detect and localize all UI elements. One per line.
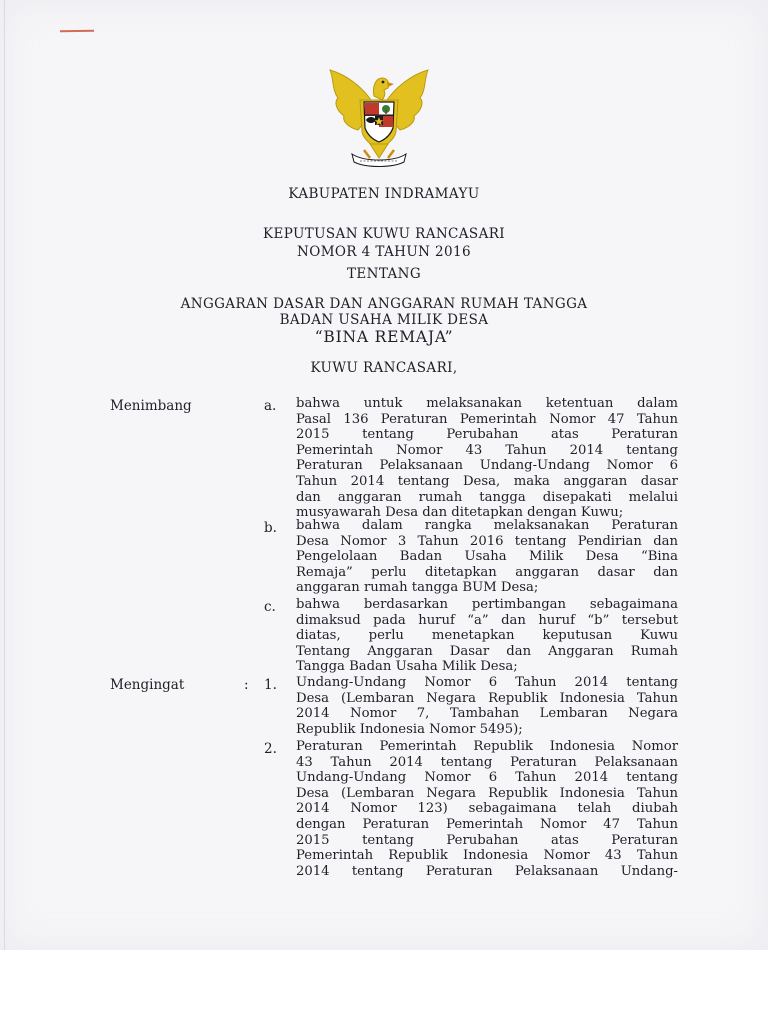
text-line: 2015 tentang Perubahan atas Peraturan	[296, 832, 678, 848]
remembering-label: Mengingat	[110, 677, 185, 693]
text-line: Undang-Undang Nomor 6 Tahun 2014 tentang	[296, 675, 678, 690]
text-line: Desa (Lembaran Negara Republik Indonesia Tahun	[296, 785, 678, 801]
text-line: Desa (Lembaran Negara Republik Indonesia Tahun	[296, 690, 678, 706]
considering-marker-b: b.	[264, 520, 277, 536]
remembering-marker-1: 1.	[264, 677, 277, 693]
text-line: musyawarah Desa dan ditetapkan dengan Kuwu;	[296, 505, 624, 521]
text-line: 43 Tahun 2014 tentang Peraturan Pelaksanaan	[296, 754, 678, 770]
text-line: Tentang Anggaran Dasar dan Anggaran Rumah	[296, 643, 678, 659]
text-line: 2014 Nomor 123) sebagaimana telah diubah	[296, 801, 678, 817]
considering-marker-a: a.	[264, 398, 277, 414]
regency-title: KABUPATEN INDRAMAYU	[288, 186, 480, 202]
text-line: 2014 tentang Peraturan Pelaksanaan Undang-	[296, 863, 678, 879]
text-line: dimaksud pada huruf “a” dan huruf “b” tersebut	[296, 612, 678, 628]
considering-paragraph-a	[296, 396, 678, 521]
text-line: Tahun 2014 tentang Desa, maka anggaran dasar	[296, 473, 678, 489]
text-line: bahwa untuk melaksanakan ketentuan dalam	[296, 396, 678, 411]
about-heading: TENTANG	[346, 266, 422, 282]
text-line: bahwa berdasarkan pertimbangan sebagaimana	[296, 597, 678, 612]
considering-paragraph-c	[296, 597, 678, 675]
remembering-marker-2: 2.	[264, 741, 277, 757]
text-line: Pasal 136 Peraturan Pemerintah Nomor 47 Tahun	[296, 411, 678, 427]
text-line: dengan Peraturan Pemerintah Nomor 47 Tahun	[296, 816, 678, 832]
considering-paragraph-b	[296, 518, 678, 596]
subject-name: “BINA REMAJA”	[314, 328, 454, 346]
text-line: bahwa dalam rangka melaksanakan Peraturan	[296, 518, 678, 533]
text-line: Pemerintah Nomor 43 Tahun 2014 tentang	[296, 442, 678, 458]
text-line: Pengelolaan Badan Usaha Milik Desa “Bina	[296, 549, 678, 565]
text-line: Undang-Undang Nomor 6 Tahun 2014 tentang	[296, 770, 678, 786]
considering-label: Menimbang	[110, 398, 192, 414]
remembering-paragraph-2	[296, 739, 678, 879]
text-line: Peraturan Pelaksanaan Undang-Undang Nomor 6	[296, 458, 678, 474]
remembering-paragraph-1	[296, 675, 678, 737]
garuda-pancasila-emblem-icon	[324, 66, 434, 170]
text-line: Desa Nomor 3 Tahun 2016 tentang Pendirian dan	[296, 533, 678, 549]
issuer-heading: KUWU RANCASARI,	[310, 360, 458, 376]
considering-marker-c: c.	[264, 599, 276, 615]
text-line: Remaja” perlu ditetapkan anggaran dasar dan	[296, 564, 678, 580]
text-line: Tangga Badan Usaha Milik Desa;	[296, 659, 518, 675]
subject-line-2: BADAN USAHA MILIK DESA	[279, 312, 489, 328]
text-line: anggaran rumah tangga BUM Desa;	[296, 580, 539, 596]
text-line: 2014 Nomor 7, Tambahan Lembaran Negara	[296, 706, 678, 722]
text-line: dan anggaran rumah tangga disepakati melalui	[296, 489, 678, 505]
subject-line-1: ANGGARAN DASAR DAN ANGGARAN RUMAH TANGGA	[180, 296, 588, 312]
decree-title: KEPUTUSAN KUWU RANCASARI	[262, 226, 506, 242]
scan-mark	[60, 30, 94, 33]
text-line: 2015 tentang Perubahan atas Peraturan	[296, 427, 678, 443]
decree-number: NOMOR 4 TAHUN 2016	[297, 244, 471, 260]
text-line: Peraturan Pemerintah Republik Indonesia Nomor	[296, 739, 678, 754]
remembering-colon: :	[244, 677, 249, 693]
text-line: diatas, perlu menetapkan keputusan Kuwu	[296, 628, 678, 644]
text-line: Republik Indonesia Nomor 5495);	[296, 721, 523, 737]
page-edge	[4, 0, 5, 950]
text-line: Pemerintah Republik Indonesia Nomor 43 Tahun	[296, 848, 678, 864]
bottom-margin	[0, 950, 768, 1024]
